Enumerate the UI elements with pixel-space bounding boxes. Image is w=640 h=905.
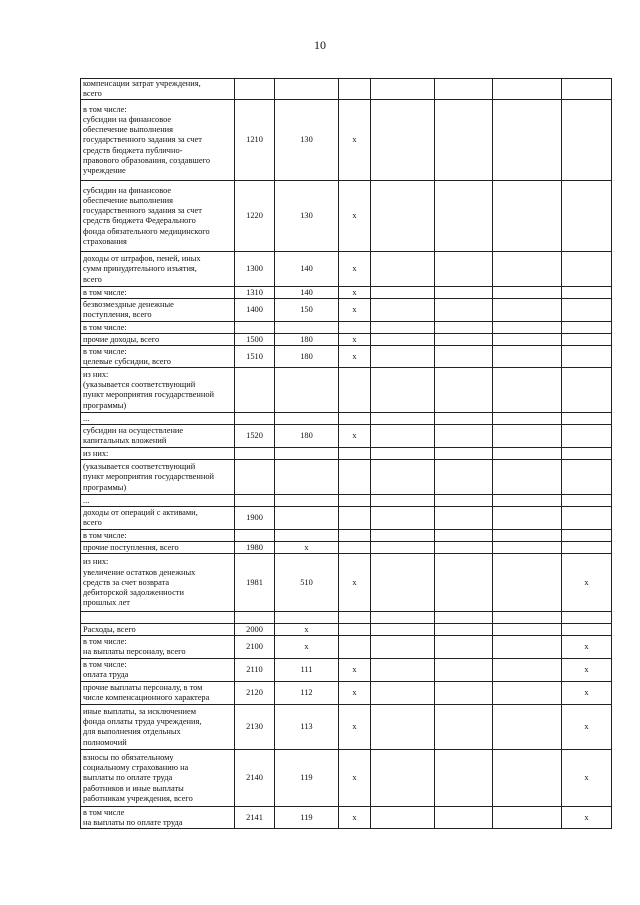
row-value-cell [493,346,562,368]
row-kbk-cell: x [275,542,339,554]
row-value-cell [371,100,435,181]
row-value-cell [371,460,435,495]
row-value-cell [435,299,493,322]
row-value-cell [493,807,562,829]
row-name-cell: взносы по обязательному социальному страхованию на выплаты по оплате труда работников и иные выплаты работникам учреждения, всего [81,750,235,807]
row-name-cell: доходы от штрафов, пеней, иных сумм принудительного изъятия, всего [81,252,235,287]
row-value-cell [493,413,562,425]
row-value-cell [435,807,493,829]
row-value-cell [493,750,562,807]
row-name-cell: в том числе: целевые субсидии, всего [81,346,235,368]
row-kbk-cell [275,413,339,425]
row-code-cell: 1510 [235,346,275,368]
row-name-cell: в том числе: оплата труда [81,659,235,682]
row-value-cell [435,322,493,334]
row-value-cell [435,346,493,368]
row-last-cell [562,448,612,460]
row-last-cell [562,425,612,448]
row-value-cell [493,495,562,507]
table-row [81,460,612,495]
row-last-cell: x [562,682,612,705]
row-kbk-cell: 180 [275,425,339,448]
row-value-cell [435,100,493,181]
table-row [81,79,612,100]
row-name-cell: субсидии на осуществление капитальных вложений [81,425,235,448]
row-value-cell [435,287,493,299]
row-x-cell: x [339,252,371,287]
table-row [81,636,612,659]
row-value-cell [371,807,435,829]
row-x-cell [339,448,371,460]
row-last-cell [562,287,612,299]
row-code-cell: 1300 [235,252,275,287]
row-x-cell [339,495,371,507]
row-last-cell [562,624,612,636]
row-value-cell [371,682,435,705]
page-number: 10 [314,38,326,52]
row-value-cell [493,624,562,636]
row-code-cell [235,495,275,507]
row-name-cell: в том числе: [81,287,235,299]
row-value-cell [435,495,493,507]
row-x-cell: x [339,346,371,368]
row-value-cell [371,346,435,368]
row-kbk-cell [275,368,339,413]
plan-table [80,78,612,829]
row-last-cell [562,368,612,413]
table-row [81,682,612,705]
row-name-cell: субсидии на финансовое обеспечение выполнения государственного задания за счет средств бюджета Федерального фонда обязательного медицинского страхования [81,181,235,252]
row-x-cell [339,413,371,425]
table-row [81,322,612,334]
table-row [81,705,612,750]
row-x-cell: x [339,334,371,346]
row-name-cell: доходы от операций с активами, всего [81,507,235,530]
row-value-cell [371,334,435,346]
row-value-cell [493,425,562,448]
row-code-cell [235,448,275,460]
table-row [81,554,612,612]
row-value-cell [435,181,493,252]
row-value-cell [371,299,435,322]
row-kbk-cell: 119 [275,750,339,807]
row-value-cell [371,425,435,448]
row-name-cell: иные выплаты, за исключением фонда оплаты труда учреждения, для выполнения отдельных полномочий [81,705,235,750]
row-kbk-cell [275,79,339,100]
row-value-cell [435,334,493,346]
row-code-cell: 1500 [235,334,275,346]
table-row [81,448,612,460]
row-value-cell [435,659,493,682]
row-last-cell [562,181,612,252]
row-kbk-cell: 119 [275,807,339,829]
table-row [81,299,612,322]
row-x-cell [339,507,371,530]
row-x-cell [339,79,371,100]
row-value-cell [493,252,562,287]
row-last-cell: x [562,659,612,682]
row-last-cell [562,79,612,100]
row-code-cell: 2000 [235,624,275,636]
row-last-cell [562,507,612,530]
row-code-cell [235,79,275,100]
row-x-cell [339,530,371,542]
row-kbk-cell: 180 [275,346,339,368]
row-last-cell [562,413,612,425]
table-row [81,368,612,413]
row-name-cell: из них: [81,448,235,460]
row-last-cell: x [562,705,612,750]
row-value-cell [371,612,435,624]
row-x-cell: x [339,100,371,181]
row-code-cell [235,368,275,413]
row-code-cell [235,530,275,542]
row-last-cell [562,252,612,287]
row-code-cell [235,460,275,495]
row-x-cell: x [339,705,371,750]
row-kbk-cell [275,495,339,507]
row-name-cell: компенсации затрат учреждения, всего [81,79,235,100]
row-kbk-cell: x [275,624,339,636]
row-x-cell: x [339,425,371,448]
row-value-cell [435,682,493,705]
row-x-cell: x [339,750,371,807]
row-x-cell [339,636,371,659]
row-last-cell: x [562,636,612,659]
row-value-cell [435,448,493,460]
row-kbk-cell: 113 [275,705,339,750]
row-value-cell [493,100,562,181]
row-kbk-cell [275,530,339,542]
row-code-cell: 1220 [235,181,275,252]
row-code-cell: 1980 [235,542,275,554]
table-row [81,346,612,368]
row-value-cell [435,460,493,495]
row-value-cell [371,79,435,100]
row-value-cell [371,368,435,413]
row-last-cell [562,322,612,334]
row-code-cell: 1981 [235,554,275,612]
row-x-cell: x [339,181,371,252]
row-value-cell [435,750,493,807]
row-value-cell [435,368,493,413]
row-value-cell [493,368,562,413]
row-code-cell: 2100 [235,636,275,659]
row-last-cell [562,460,612,495]
row-value-cell [493,530,562,542]
row-code-cell: 1210 [235,100,275,181]
row-x-cell: x [339,287,371,299]
table-row [81,495,612,507]
table-row [81,624,612,636]
row-value-cell [371,750,435,807]
table-row [81,181,612,252]
row-kbk-cell: 111 [275,659,339,682]
table-row [81,100,612,181]
row-value-cell [435,705,493,750]
row-name-cell: безвозмездные денежные поступления, всего [81,299,235,322]
row-name-cell: в том числе: на выплаты персоналу, всего [81,636,235,659]
row-value-cell [435,425,493,448]
row-value-cell [371,287,435,299]
table-row [81,659,612,682]
table-row [81,507,612,530]
row-name-cell: (указывается соответствующий пункт мероприятия государственной программы) [81,460,235,495]
row-x-cell: x [339,554,371,612]
row-name-cell [81,612,235,624]
row-x-cell [339,624,371,636]
row-value-cell [435,507,493,530]
row-code-cell [235,322,275,334]
row-value-cell [493,181,562,252]
row-value-cell [371,322,435,334]
row-value-cell [435,530,493,542]
row-value-cell [435,79,493,100]
table-row [81,252,612,287]
row-kbk-cell [275,507,339,530]
row-name-cell: прочие доходы, всего [81,334,235,346]
row-kbk-cell: 140 [275,252,339,287]
row-value-cell [371,413,435,425]
row-value-cell [435,413,493,425]
row-kbk-cell: 112 [275,682,339,705]
row-x-cell: x [339,807,371,829]
table-row [81,287,612,299]
row-code-cell: 2140 [235,750,275,807]
row-last-cell [562,612,612,624]
row-value-cell [435,542,493,554]
row-last-cell [562,530,612,542]
row-kbk-cell [275,612,339,624]
table-row [81,612,612,624]
row-code-cell: 2130 [235,705,275,750]
table-row [81,542,612,554]
row-code-cell: 1310 [235,287,275,299]
row-x-cell: x [339,682,371,705]
row-name-cell: ... [81,413,235,425]
row-value-cell [371,495,435,507]
row-x-cell [339,368,371,413]
row-kbk-cell: 150 [275,299,339,322]
row-value-cell [435,612,493,624]
row-last-cell [562,542,612,554]
row-value-cell [493,612,562,624]
row-value-cell [371,181,435,252]
row-value-cell [371,530,435,542]
row-code-cell: 1400 [235,299,275,322]
row-x-cell [339,460,371,495]
row-value-cell [493,682,562,705]
row-name-cell: прочие поступления, всего [81,542,235,554]
row-value-cell [493,542,562,554]
row-name-cell: прочие выплаты персоналу, в том числе компенсационного характера [81,682,235,705]
row-last-cell: x [562,750,612,807]
row-last-cell: x [562,807,612,829]
row-kbk-cell [275,322,339,334]
row-value-cell [493,334,562,346]
row-x-cell: x [339,659,371,682]
row-kbk-cell [275,448,339,460]
row-value-cell [435,252,493,287]
row-last-cell [562,346,612,368]
row-value-cell [371,659,435,682]
row-x-cell [339,322,371,334]
row-name-cell: из них: (указывается соответствующий пункт мероприятия государственной программы) [81,368,235,413]
row-x-cell: x [339,299,371,322]
row-value-cell [371,705,435,750]
row-kbk-cell: 510 [275,554,339,612]
row-kbk-cell: 140 [275,287,339,299]
row-value-cell [493,554,562,612]
row-kbk-cell: 180 [275,334,339,346]
row-value-cell [371,507,435,530]
row-code-cell [235,612,275,624]
row-value-cell [493,322,562,334]
row-value-cell [493,507,562,530]
row-value-cell [493,659,562,682]
row-value-cell [371,252,435,287]
row-value-cell [371,554,435,612]
table-row [81,530,612,542]
table-row [81,807,612,829]
row-code-cell: 2110 [235,659,275,682]
row-code-cell: 1900 [235,507,275,530]
row-code-cell: 2120 [235,682,275,705]
row-last-cell: x [562,554,612,612]
row-value-cell [435,636,493,659]
row-kbk-cell: x [275,636,339,659]
row-value-cell [371,636,435,659]
row-kbk-cell: 130 [275,100,339,181]
table-row [81,334,612,346]
row-value-cell [493,705,562,750]
table-row [81,425,612,448]
row-kbk-cell [275,460,339,495]
row-last-cell [562,299,612,322]
row-value-cell [435,624,493,636]
row-last-cell [562,495,612,507]
row-code-cell: 2141 [235,807,275,829]
row-value-cell [371,624,435,636]
row-value-cell [435,554,493,612]
row-value-cell [493,299,562,322]
row-code-cell [235,413,275,425]
row-value-cell [493,448,562,460]
table-row [81,750,612,807]
row-name-cell: Расходы, всего [81,624,235,636]
row-name-cell: ... [81,495,235,507]
row-value-cell [493,460,562,495]
row-value-cell [493,636,562,659]
row-code-cell: 1520 [235,425,275,448]
row-kbk-cell: 130 [275,181,339,252]
row-name-cell: в том числе: [81,530,235,542]
row-name-cell: в том числе на выплаты по оплате труда [81,807,235,829]
row-last-cell [562,334,612,346]
row-value-cell [371,542,435,554]
row-value-cell [493,79,562,100]
row-last-cell [562,100,612,181]
row-name-cell: из них: увеличение остатков денежных средств за счет возврата дебиторской задолженности прошлых лет [81,554,235,612]
row-value-cell [371,448,435,460]
table-row [81,413,612,425]
row-x-cell [339,612,371,624]
row-value-cell [493,287,562,299]
row-x-cell [339,542,371,554]
row-name-cell: в том числе: субсидии на финансовое обеспечение выполнения государственного задания за счет средств бюджета публично- правового образования, создавшего учреждение [81,100,235,181]
row-name-cell: в том числе: [81,322,235,334]
